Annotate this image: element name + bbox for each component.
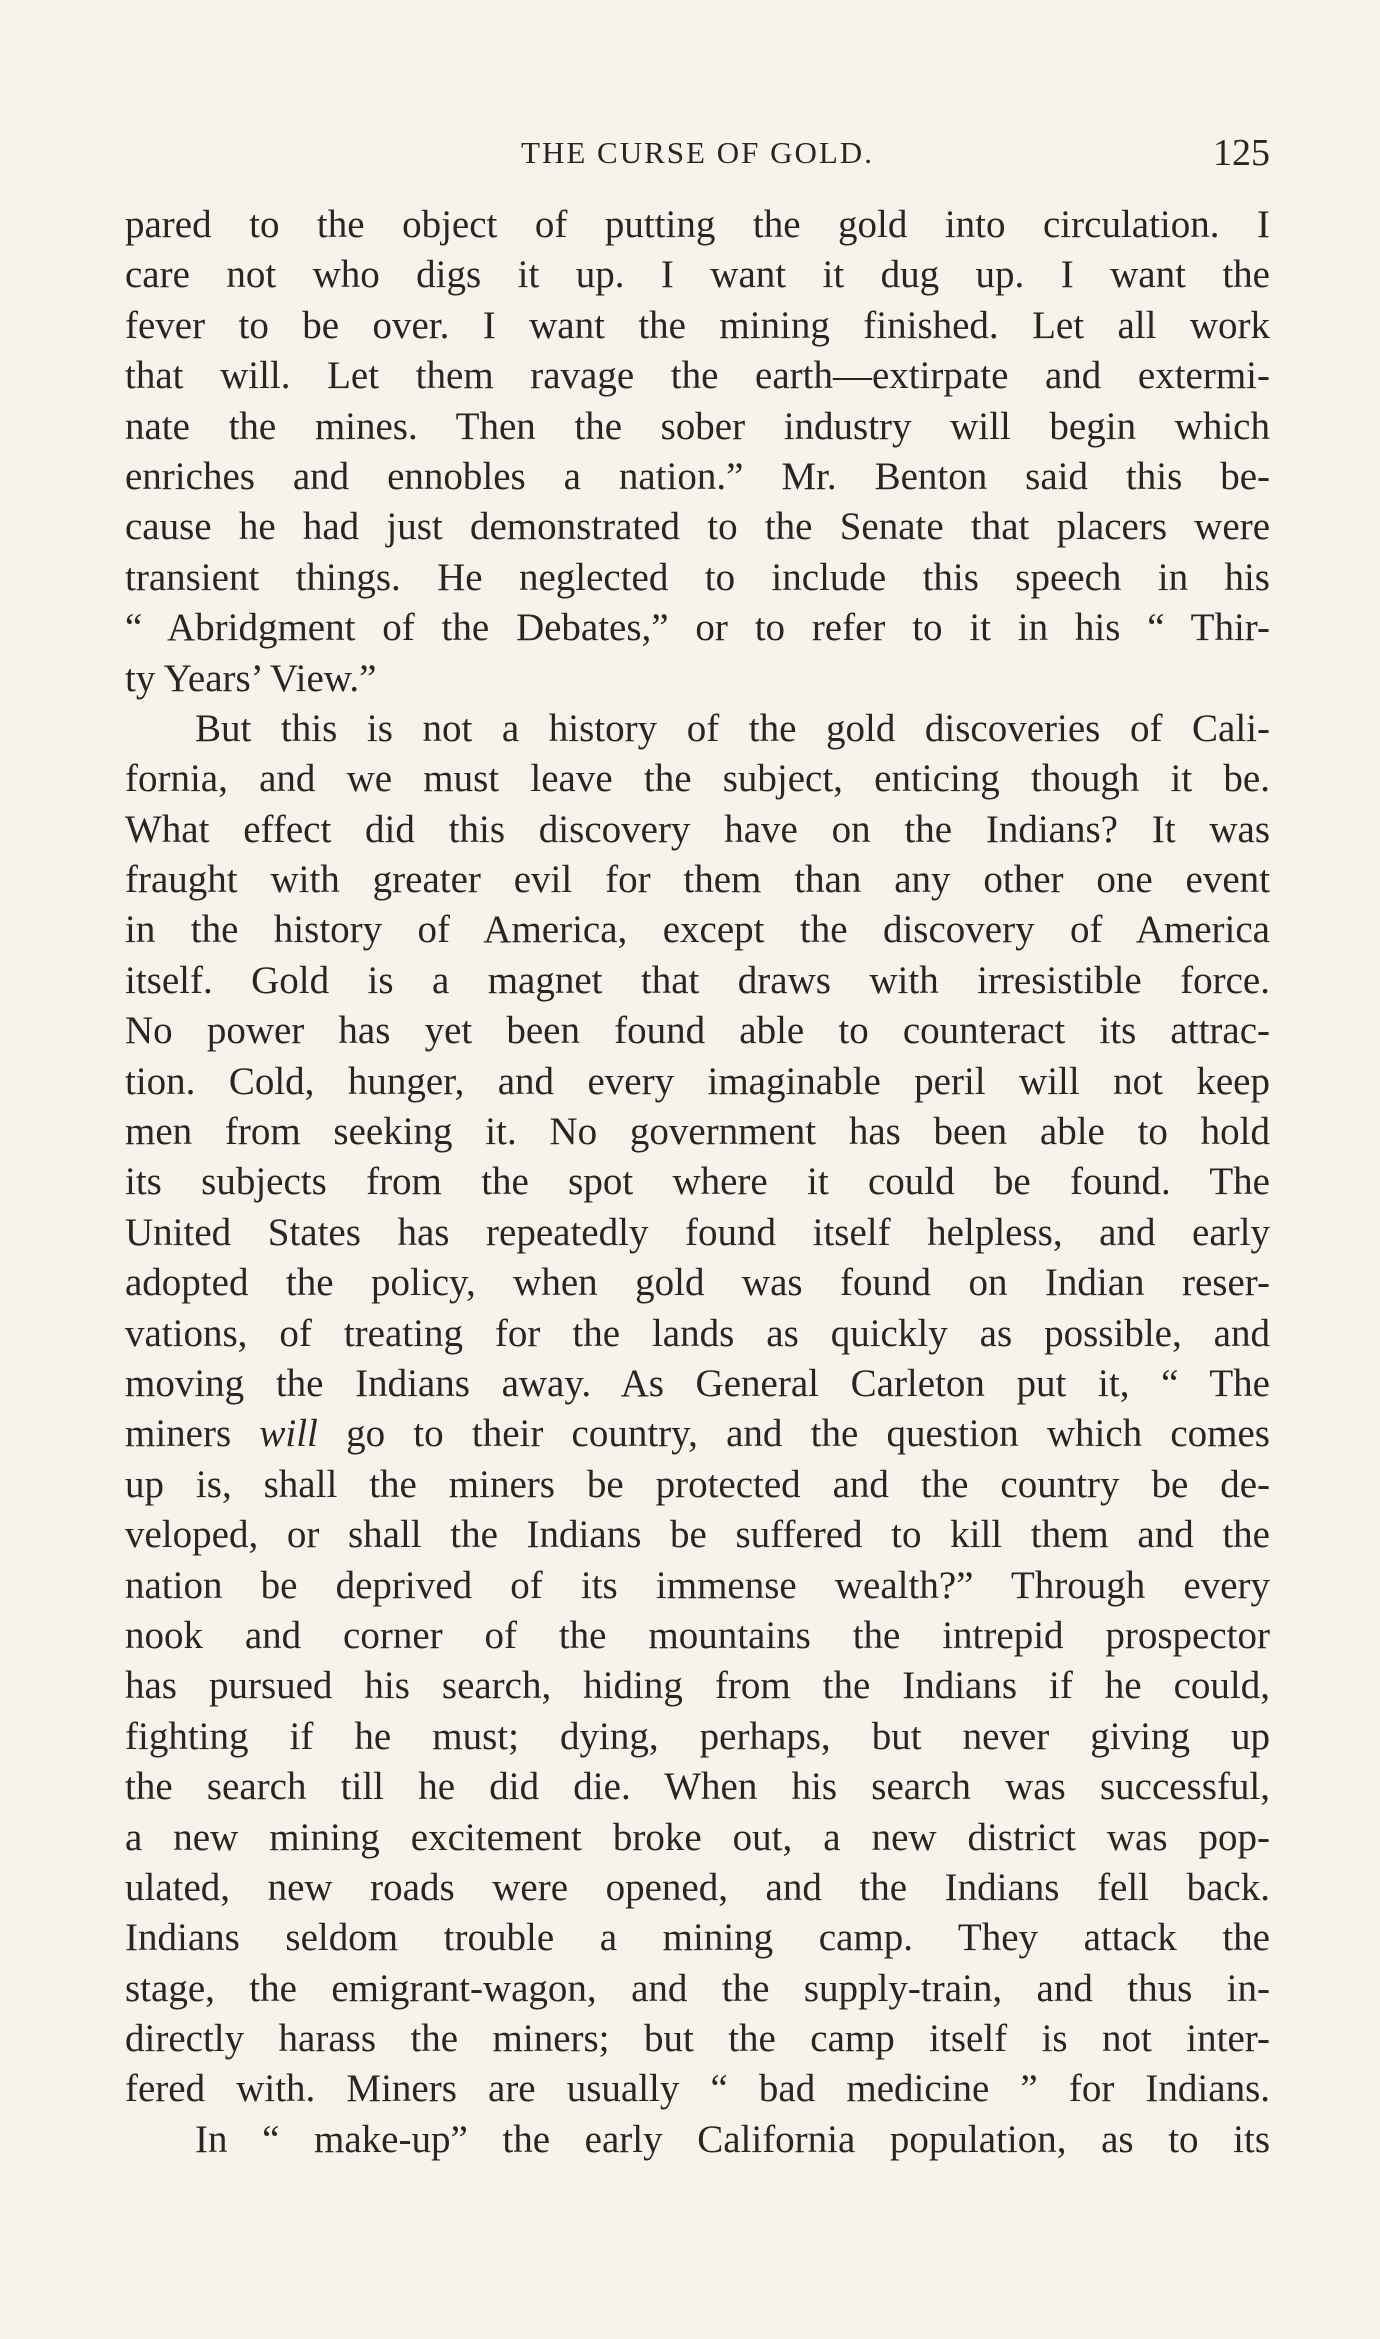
text-line: fever to be over. I want the mining finished. Let all work — [125, 303, 1270, 347]
text-line: in the history of America, except the discovery of America — [125, 908, 1270, 952]
line-start: miners — [125, 1412, 260, 1456]
text-line: adopted the policy, when gold was found on Indian reser- — [125, 1261, 1270, 1305]
text-line: transient things. He neglected to include this speech in his — [125, 555, 1270, 599]
text-line: tion. Cold, hunger, and every imaginable peril will not keep — [125, 1059, 1270, 1103]
text-line: directly harass the miners; but the camp itself is not inter- — [125, 2017, 1270, 2061]
text-line: cause he had just demonstrated to the Senate that placers were — [125, 505, 1270, 549]
text-line: What effect did this discovery have on the Indians? It was — [125, 807, 1270, 851]
running-title: THE CURSE OF GOLD. — [521, 135, 874, 170]
text-line: men from seeking it. No government has been able to hold — [125, 1110, 1270, 1154]
text-line: nate the mines. Then the sober industry will begin which — [125, 404, 1270, 448]
text-line: moving the Indians away. As General Carleton put it, “ The — [125, 1361, 1270, 1405]
text-line: fered with. Miners are usually “ bad medicine ” for Indians. — [125, 2067, 1270, 2111]
text-line: “ Abridgment of the Debates,” or to refer to it in his “ Thir- — [125, 606, 1270, 650]
text-line: its subjects from the spot where it could be found. The — [125, 1160, 1270, 1204]
text-line: fornia, and we must leave the subject, enticing though it be. — [125, 757, 1270, 801]
text-line: the search till he did die. When his search was successful, — [125, 1765, 1270, 1809]
text-line: a new mining excitement broke out, a new district was pop- — [125, 1815, 1270, 1859]
text-line: No power has yet been found able to counteract its attrac- — [125, 1009, 1270, 1053]
text-line: has pursued his search, hiding from the Indians if he could, — [125, 1664, 1270, 1708]
text-line: United States has repeatedly found itself helpless, and early — [125, 1210, 1270, 1254]
text-line: itself. Gold is a magnet that draws with irresistible force. — [125, 958, 1270, 1002]
text-line: fraught with greater evil for them than any other one event — [125, 858, 1270, 902]
text-line: fighting if he must; dying, perhaps, but never giving up — [125, 1714, 1270, 1758]
text-line: nook and corner of the mountains the intrepid prospector — [125, 1613, 1270, 1657]
text-line-with-italic — [125, 1409, 1270, 1459]
text-line: pared to the object of putting the gold into circulation. I — [125, 203, 1270, 246]
text-line: that will. Let them ravage the earth—extirpate and extermi- — [125, 354, 1270, 398]
text-line: care not who digs it up. I want it dug up. I want the — [125, 253, 1270, 297]
paragraph-end-line: ty Years’ View.” — [125, 656, 377, 700]
text-line: enriches and ennobles a nation.” Mr. Benton said this be- — [125, 454, 1270, 498]
paragraph-start-line: But this is not a history of the gold discoveries of Cali- — [195, 706, 1270, 750]
body-text — [125, 200, 1270, 2165]
line-rest: go to their country, and the question which comes — [317, 1412, 1270, 1456]
italic-word: will — [259, 1412, 318, 1456]
text-line: Indians seldom trouble a mining camp. They attack the — [125, 1916, 1270, 1960]
text-line: ulated, new roads were opened, and the Indians fell back. — [125, 1865, 1270, 1909]
page-number: 125 — [1213, 132, 1270, 174]
text-line: up is, shall the miners be protected and the country be de- — [125, 1462, 1270, 1506]
text-line: vations, of treating for the lands as quickly as possible, and — [125, 1311, 1270, 1355]
paragraph-start-line: In “ make-up” the early California population, as to its — [195, 2117, 1270, 2161]
running-head — [125, 128, 1270, 178]
text-line: nation be deprived of its immense wealth?” Through every — [125, 1563, 1270, 1607]
text-line: stage, the emigrant-wagon, and the supply-train, and thus in- — [125, 1966, 1270, 2010]
text-line: veloped, or shall the Indians be suffered to kill them and the — [125, 1513, 1270, 1557]
